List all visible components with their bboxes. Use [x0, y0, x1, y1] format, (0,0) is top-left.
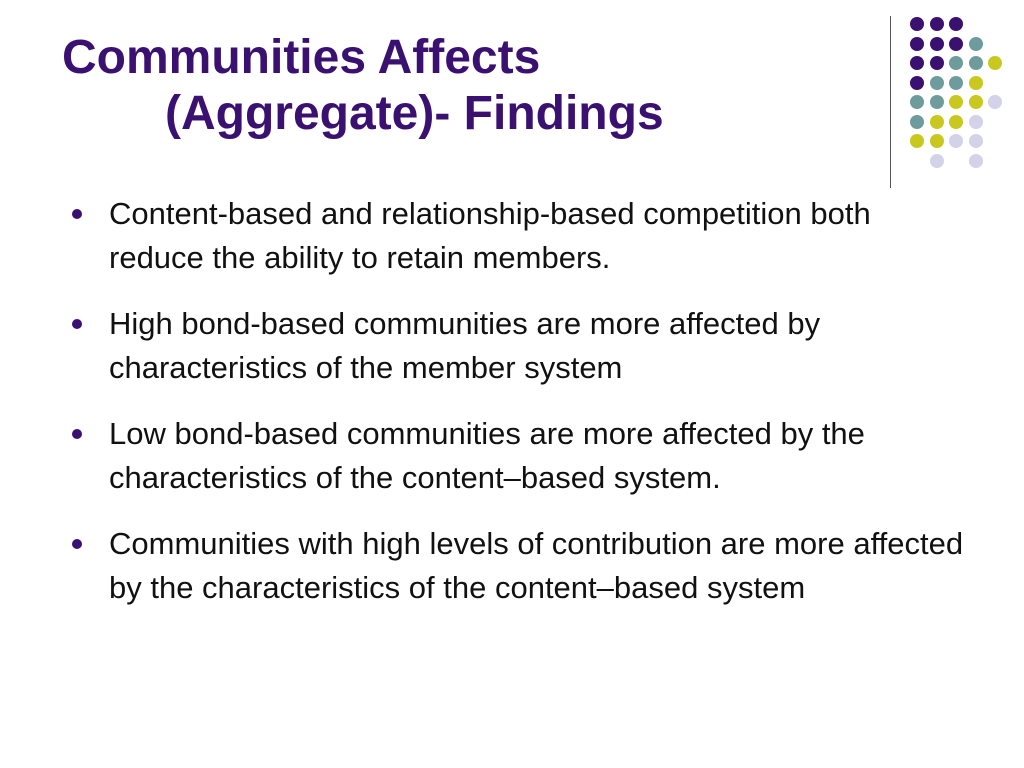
title-divider-line [890, 16, 891, 188]
purple-dot-icon [949, 17, 963, 31]
purple-dot-icon [930, 17, 944, 31]
teal-dot-icon [910, 95, 924, 109]
bullet-dot-icon [72, 209, 82, 219]
lavender-dot-icon [969, 134, 983, 148]
lavender-dot-icon [930, 154, 944, 168]
bullet-dot-icon [72, 539, 82, 549]
purple-dot-icon [910, 17, 924, 31]
bullet-dot-icon [72, 429, 82, 439]
bullet-item [72, 192, 972, 280]
teal-dot-icon [969, 56, 983, 70]
teal-dot-icon [930, 76, 944, 90]
purple-dot-icon [949, 37, 963, 51]
purple-dot-icon [930, 37, 944, 51]
bullet-text: High bond-based communities are more affected by characteristics of the member system [109, 306, 821, 385]
teal-dot-icon [930, 95, 944, 109]
bullet-item [72, 522, 972, 610]
bullet-dot-icon [72, 319, 82, 329]
bullet-text: Low bond-based communities are more affected by the characteristics of the content–based system. [109, 416, 865, 495]
lavender-dot-icon [969, 115, 983, 129]
yellow-dot-icon [949, 95, 963, 109]
lavender-dot-icon [969, 154, 983, 168]
teal-dot-icon [969, 37, 983, 51]
slide-title [62, 30, 664, 142]
teal-dot-icon [949, 56, 963, 70]
purple-dot-icon [910, 37, 924, 51]
bullet-item [72, 302, 972, 390]
yellow-dot-icon [930, 134, 944, 148]
yellow-dot-icon [988, 56, 1002, 70]
slide-title-line-1: Communities Affects [62, 31, 541, 84]
slide-title-line-2: (Aggregate)- Findings [165, 87, 664, 140]
teal-dot-icon [910, 115, 924, 129]
yellow-dot-icon [949, 115, 963, 129]
purple-dot-icon [910, 56, 924, 70]
bullet-text: Communities with high levels of contribution are more affected by the characteristics of the content–based system [109, 526, 964, 605]
yellow-dot-icon [910, 134, 924, 148]
bullet-item [72, 412, 972, 500]
purple-dot-icon [910, 76, 924, 90]
yellow-dot-icon [930, 115, 944, 129]
bullet-list [72, 192, 972, 632]
lavender-dot-icon [949, 134, 963, 148]
lavender-dot-icon [988, 95, 1002, 109]
yellow-dot-icon [969, 95, 983, 109]
purple-dot-icon [930, 56, 944, 70]
yellow-dot-icon [969, 76, 983, 90]
bullet-text: Content-based and relationship-based competition both reduce the ability to retain members. [109, 196, 871, 275]
teal-dot-icon [949, 76, 963, 90]
